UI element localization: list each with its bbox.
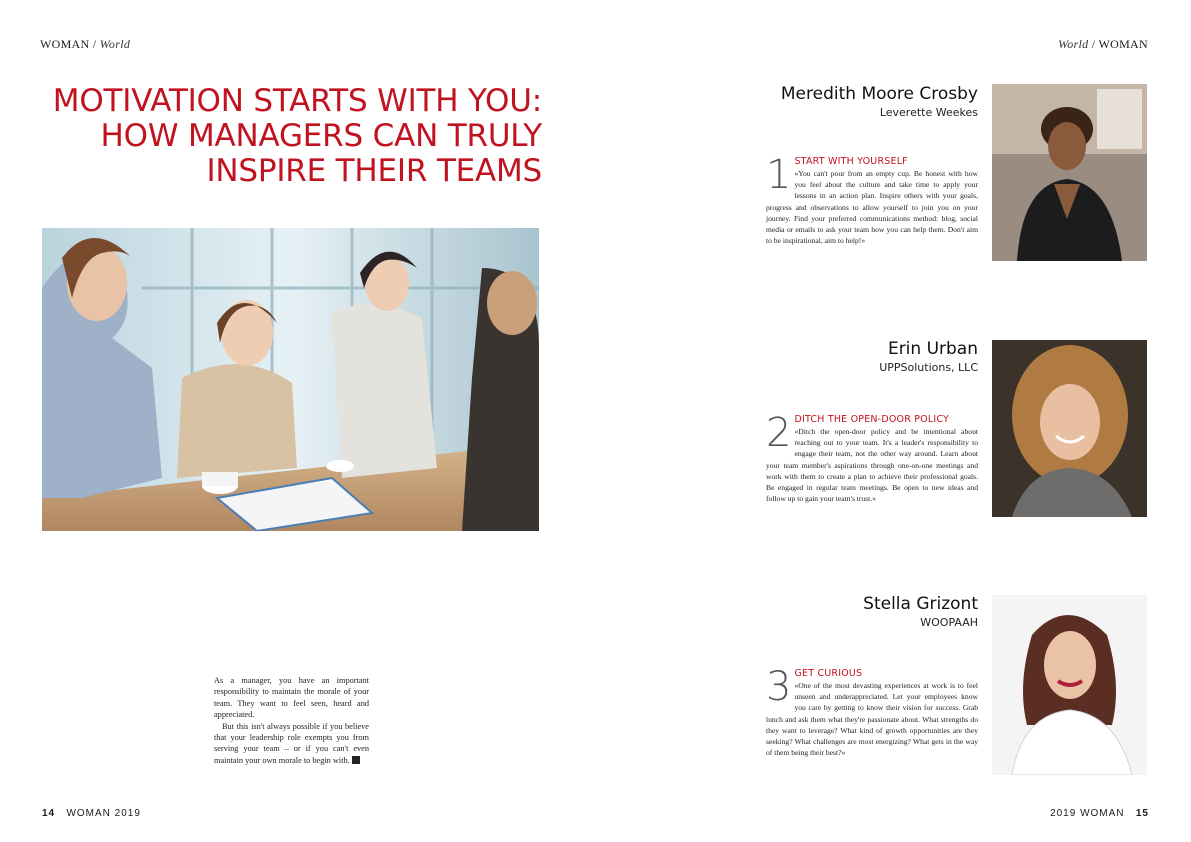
title-line-1: MOTIVATION STARTS WITH YOU:: [52, 83, 542, 119]
expert-2-portrait: [992, 340, 1147, 517]
expert-3-name: Stella Grizont: [863, 594, 978, 614]
folio-left: [42, 808, 141, 819]
expert-2-company: UPPSolutions, LLC: [879, 361, 978, 374]
tip-3-text: «One of the most devasting experiences at work is to feel unseen and underappreciated. Let your employees know you care by getting to know their vision for success. Grab lunch and ask them what they're passionate about. What strengths do they want to leverage? What kind of growth opportunities are they seeking? What challenges are most energizing? What gets in the way of them being their best?»: [766, 681, 978, 758]
page-number-left: 14: [42, 808, 56, 819]
running-head-right: World / WOMAN: [1058, 37, 1148, 51]
folio-right: [1050, 808, 1149, 819]
expert-2-name: Erin Urban: [887, 339, 978, 359]
running-head-left: WOMAN / World: [40, 37, 131, 51]
tip-3-heading: GET CURIOUS: [794, 668, 863, 679]
tip-1-heading: START WITH YOURSELF: [794, 156, 908, 167]
article-body: [214, 675, 369, 766]
body-paragraph-1: As a manager, you have an important responsibility to maintain the morale of your team. They want to feel seen, heard and appreciated.: [214, 676, 369, 720]
tip-2-heading: DITCH THE OPEN-DOOR POLICY: [794, 414, 949, 425]
tip-2-number: 2: [766, 410, 792, 456]
tip-1-number: 1: [766, 152, 792, 198]
meeting-photo: [42, 228, 539, 531]
tip-1: [766, 152, 978, 246]
left-page: [0, 0, 595, 842]
page-number-right: 15: [1135, 808, 1149, 819]
folio-label-right: 2019 WOMAN: [1050, 808, 1125, 819]
tip-1-text: «You can't pour from an empty cup. Be honest with how you feel about the culture and take time to apply your lessons in an action plan. Inspire others with your goals, progress and observations to allow yourself to join you on your journey. Find your preferred communications method: blog, social media or emails to ask your team how you can help them. Don't aim to be inspirational, aim to help!»: [766, 169, 978, 246]
tip-2-text: «Ditch the open-door policy and be intentional about reaching out to your team. It's a leader's responsibility to engage their team, not the other way around. Learn about your team member's aspirations through one-on-one meetings and work with them to create a plan to achieve their professional goals. Be engaged in regular team meetings. Be open to new ideas and follow up to gain your team's trust.»: [766, 427, 978, 504]
right-page: [596, 0, 1191, 842]
tip-3-number: 3: [766, 664, 792, 710]
body-paragraph-2: But this isn't always possible if you believe that your leadership role exempts you from serving your team – or if you can't even maintain your own morale to begin with.: [214, 721, 369, 765]
article-title: [40, 84, 542, 189]
title-line-3: INSPIRE THEIR TEAMS: [206, 153, 542, 189]
end-mark-icon: [352, 756, 360, 764]
expert-1-portrait: [992, 84, 1147, 261]
expert-3-company: WOOPAAH: [920, 616, 978, 629]
folio-label-left: WOMAN 2019: [66, 808, 141, 819]
tip-3: [766, 664, 978, 758]
title-line-2: HOW MANAGERS CAN TRULY: [100, 118, 542, 154]
tip-2: [766, 410, 978, 504]
expert-1-company: Leverette Weekes: [879, 106, 978, 119]
expert-3-portrait: [992, 595, 1147, 775]
expert-1-name: Meredith Moore Crosby: [780, 84, 978, 104]
